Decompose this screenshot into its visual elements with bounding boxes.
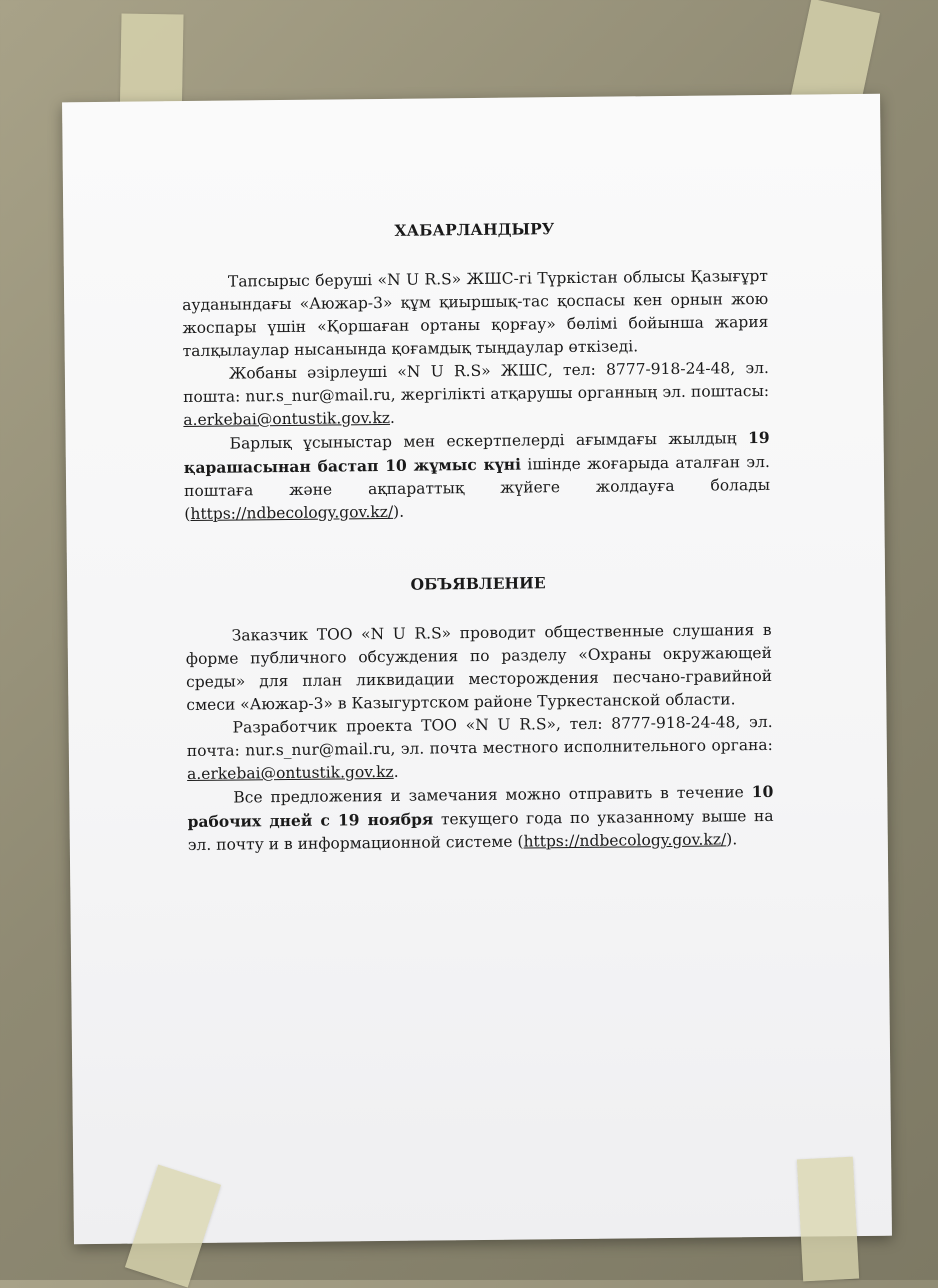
section-gap (184, 520, 770, 575)
kazakh-announcement (181, 215, 770, 526)
kz-heading: ХАБАРЛАНДЫРУ (394, 219, 555, 240)
ru-p3-end: ). (726, 830, 738, 849)
ru-p2-end: . (393, 762, 399, 781)
ru-paragraph-2 (186, 711, 773, 786)
tape-bottom-right (797, 1157, 859, 1282)
ru-heading: ОБЪЯВЛЕНИЕ (410, 573, 546, 594)
kz-p3-mid: ішінде жоғарыда аталған эл. поштаға және ақпараттық жүйеге жолдауға болады ( (184, 452, 771, 524)
ru-paragraph-3 (187, 780, 774, 857)
kz-p2-end: . (389, 408, 395, 427)
kz-deadline: 19 қарашасынан бастап 10 жұмыс күні (183, 427, 770, 478)
ru-p3-start: Все предложения и замечания можно отправить в течение (233, 783, 752, 807)
ru-website-link[interactable]: https://ndbecology.gov.kz/ (523, 830, 727, 851)
kz-email-link[interactable]: a.erkebai@ontustik.gov.kz (183, 408, 391, 430)
russian-announcement (185, 569, 774, 857)
kz-paragraph-1: Тапсырыс беруші «N U R.S» ЖШС-гі Түркістан облысы Қазығұрт ауданындағы «Аюжар-3» құм қиыршық-тас қоспасы кен орнын жою жоспары үшін «Қоршаған ортаны қорғау» бөлімі бойынша жария талқылаулар нысанында қоғамдық тыңдаулар өткізеді. (182, 266, 769, 361)
kz-website-link[interactable]: https://ndbecology.gov.kz/ (190, 502, 394, 523)
ru-p3-mid: текущего года по указанному выше на эл. почту и в информационной системе ( (187, 806, 774, 855)
ru-paragraph-1: Заказчик ТОО «N U R.S» проводит общественные слушания в форме публичного обсуждения по разделу «Охраны окружающей среды» для план ликвидации месторождения песчано-гравийной смеси «Аюжар-3» в Казыгуртском районе Туркестанской области. (185, 620, 773, 715)
ru-contact-text: Разработчик проекта ТОО «N U R.S», тел: 8777-918-24-48, эл. почта: nur.s_nur@mail.ru, эл. почта местного исполнительного органа: (186, 712, 773, 761)
kz-p3-start: Барлық ұсыныстар мен ескертпелерді ағымдағы жылдың (229, 429, 749, 453)
ru-deadline: 10 рабочих дней с 19 ноября (187, 781, 774, 832)
kz-paragraph-3 (184, 426, 771, 526)
kz-p3-end: ). (393, 502, 405, 521)
ru-email-link[interactable]: a.erkebai@ontustik.gov.kz (186, 762, 394, 784)
notice-content (181, 215, 774, 857)
kz-paragraph-2 (183, 357, 770, 432)
kz-contact-text: Жобаны әзірлеуші «N U R.S» ЖШС, тел: 8777-918-24-48, эл. пошта: nur.s_nur@mail.ru, жергілікті атқарушы органның эл. поштасы: (183, 358, 770, 407)
paper-sheet (62, 94, 892, 1245)
